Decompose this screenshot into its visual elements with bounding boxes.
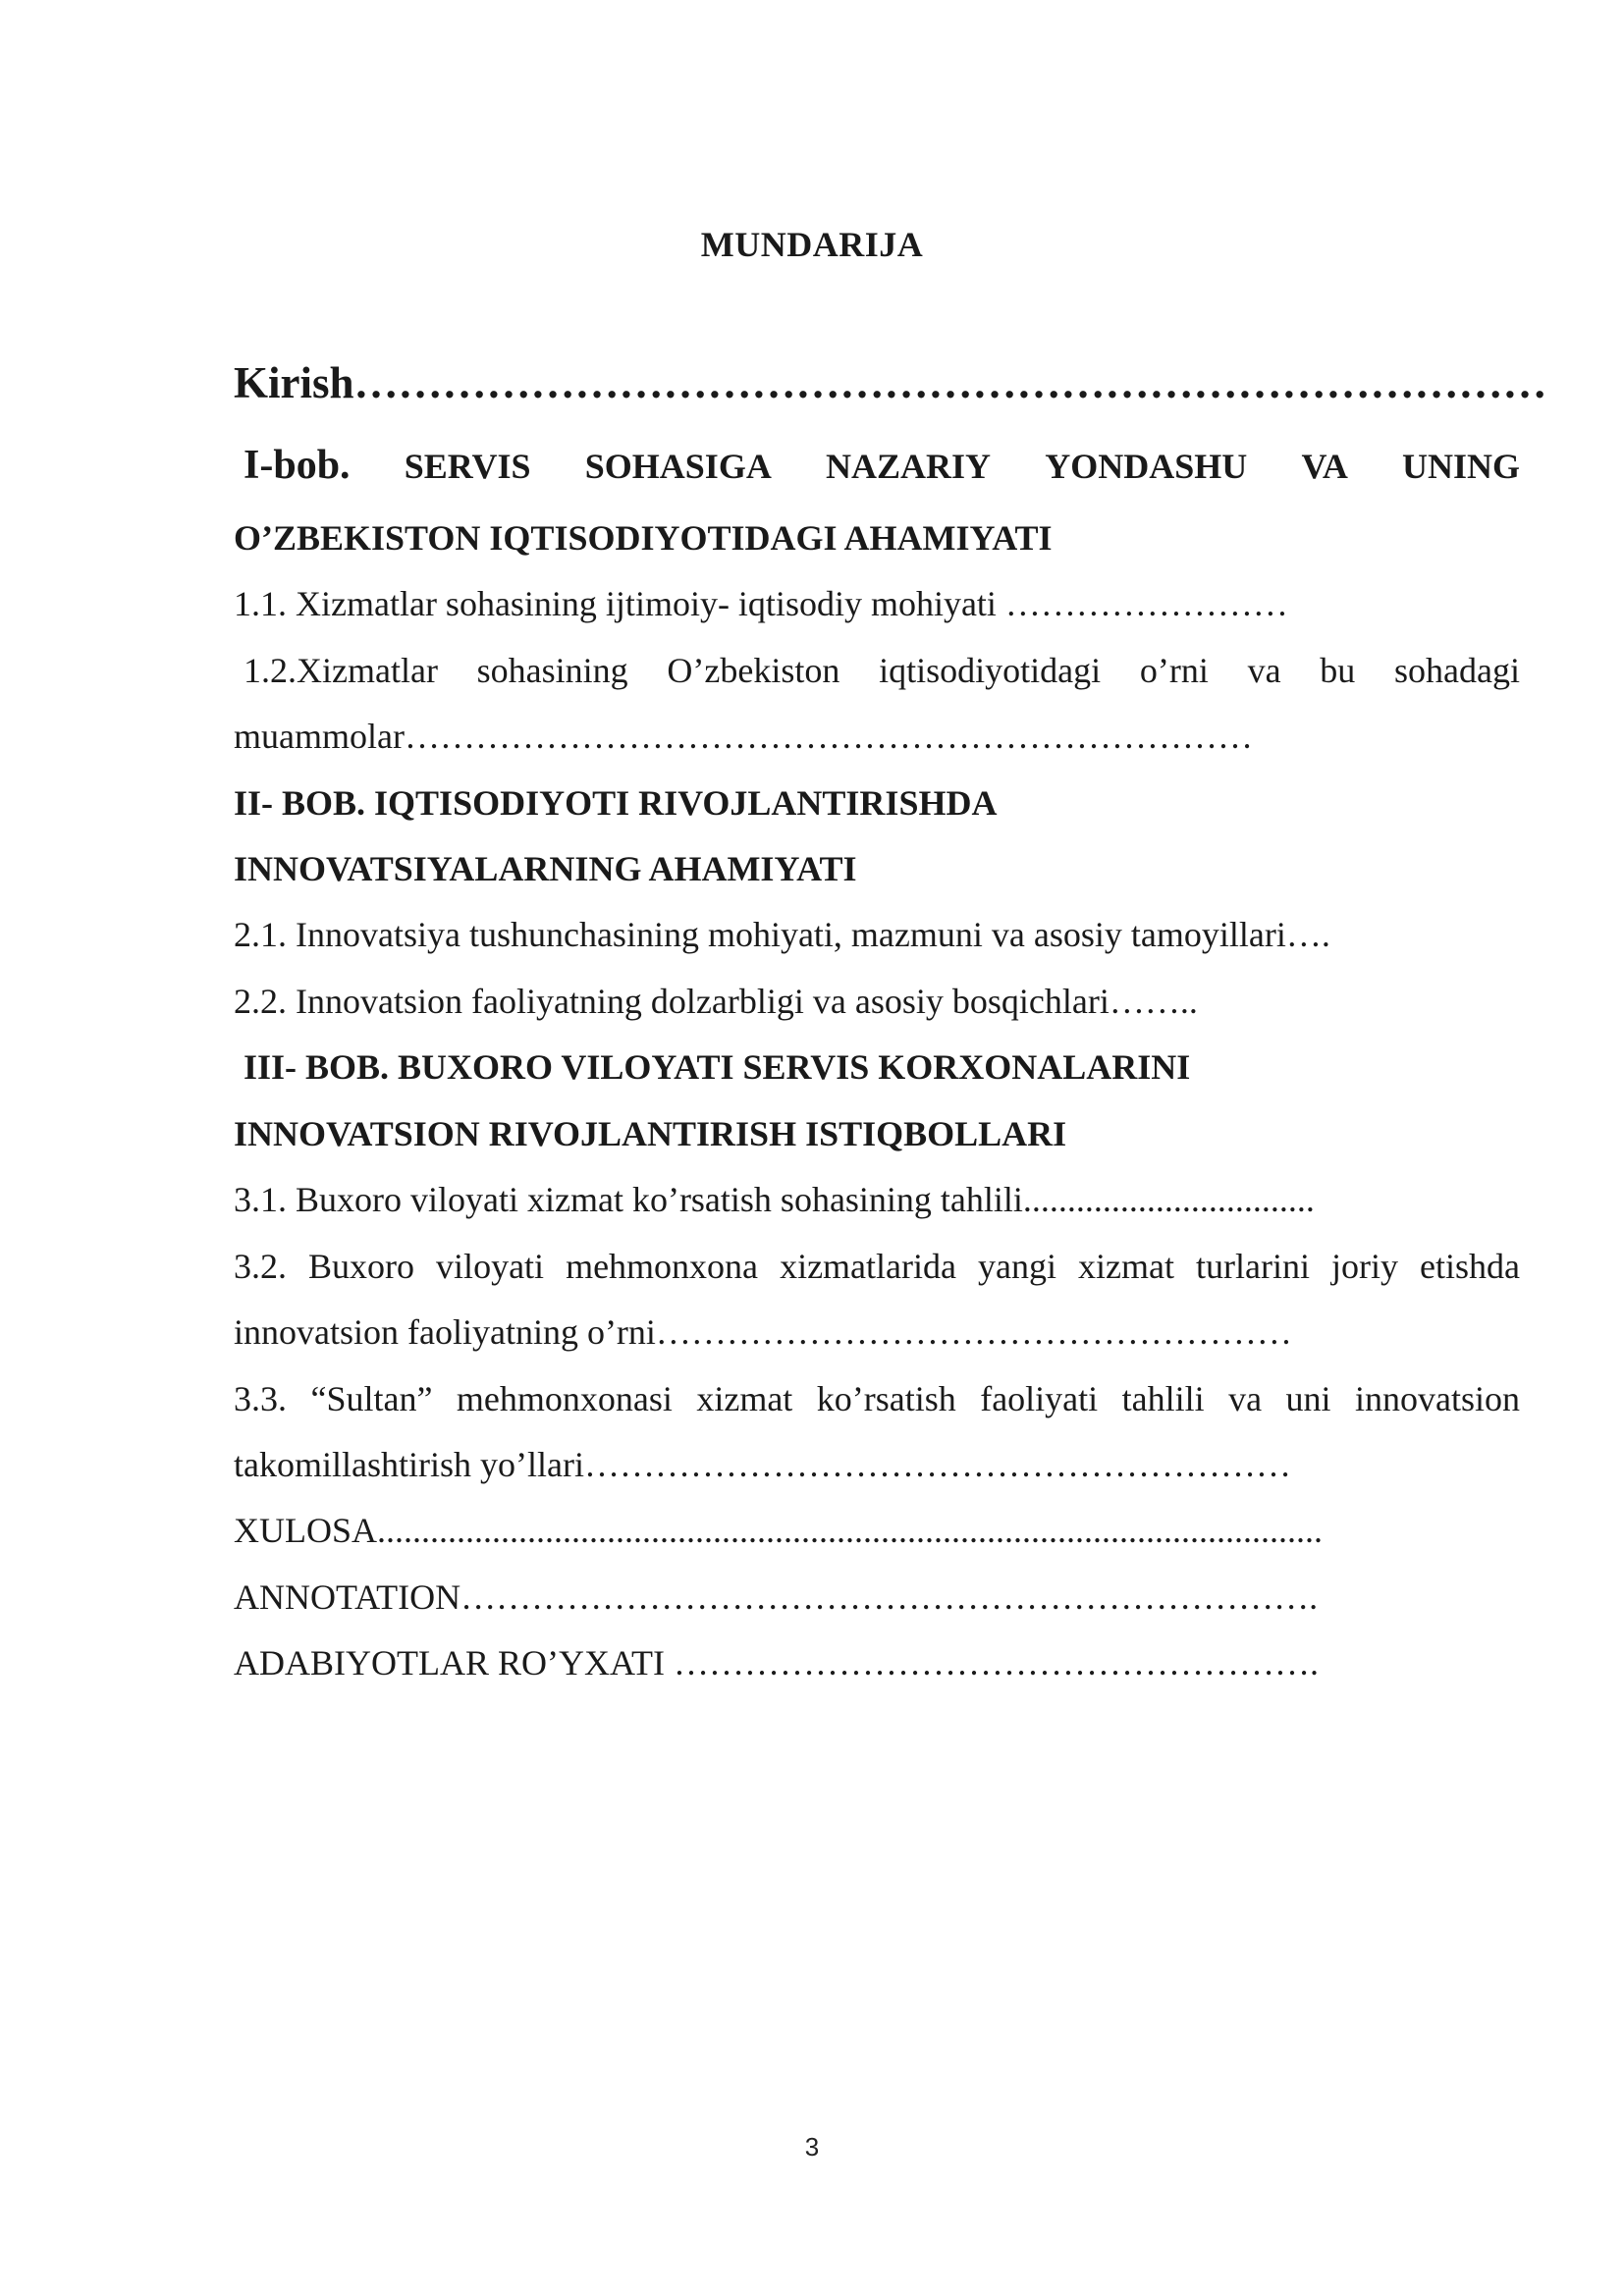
toc-chapter-2-line-2: INNOVATSIYALARNING AHAMIYATI [234, 849, 857, 888]
toc-entry-3-3-line-1: 3.3. “Sultan” mehmonxonasi xizmat ko’rsatish faoliyati tahlili va uni innovatsion [234, 1379, 1520, 1418]
toc-entry-3-2-line-1: 3.2. Buxoro viloyati mehmonxona xizmatlarida yangi xizmat turlarini joriy etishda [234, 1247, 1520, 1286]
toc-entry-3-3-line-2: takomillashtirish yo’llari…………………………………………………… [234, 1445, 1291, 1484]
toc-chapter-1-line-1 [244, 444, 1520, 488]
chapter-1-word: UNING [1402, 447, 1521, 486]
toc-entry-1-2-line-1: 1.2.Xizmatlar sohasining O’zbekiston iqtisodiyotidagi o’rni va bu sohadagi [244, 651, 1520, 690]
page-title: MUNDARIJA [700, 225, 924, 264]
chapter-1-word: SERVIS [404, 447, 531, 486]
toc-entry-1-2-line-2: muammolar……………………………………………………………… [234, 717, 1253, 756]
toc-entry-3-1: 3.1. Buxoro viloyati xizmat ko’rsatish sohasining tahlili................................. [234, 1180, 1315, 1219]
toc-entry-annotation: ANNOTATION………………………………………………………………. [234, 1577, 1319, 1617]
toc-entry-kirish: Kirish……………………………………………………………………… [234, 358, 1547, 407]
chapter-1-word: NAZARIY [826, 447, 992, 486]
toc-chapter-1-line-2: O’ZBEKISTON IQTISODIYOTIDAGI AHAMIYATI [234, 518, 1053, 558]
chapter-1-label: I-bob. [244, 443, 351, 488]
toc-entry-3-2-line-2: innovatsion faoliyatning o’rni……………………………………………… [234, 1312, 1292, 1352]
toc-entry-2-2: 2.2. Innovatsion faoliyatning dolzarbligi va asosiy bosqichlari…….. [234, 982, 1198, 1021]
toc-entry-adabiyotlar: ADABIYOTLAR RO’YXATI ………………………………………………. [234, 1643, 1319, 1682]
chapter-1-word: VA [1301, 447, 1348, 486]
toc-entry-1-1: 1.1. Xizmatlar sohasining ijtimoiy- iqtisodiy mohiyati …………………… [234, 584, 1288, 623]
toc-chapter-3-line-1: III- BOB. BUXORO VILOYATI SERVIS KORXONALARINI [244, 1047, 1191, 1087]
page-number: 3 [804, 2132, 820, 2162]
toc-chapter-3-line-2: INNOVATSION RIVOJLANTIRISH ISTIQBOLLARI [234, 1114, 1067, 1153]
chapter-1-word: SOHASIGA [584, 447, 772, 486]
toc-entry-xulosa: XULOSA........................................................................................................... [234, 1511, 1324, 1550]
toc-entry-2-1: 2.1. Innovatsiya tushunchasining mohiyati, mazmuni va asosiy tamoyillari…. [234, 915, 1330, 954]
chapter-1-word: YONDASHU [1045, 447, 1248, 486]
toc-chapter-2-line-1: II- BOB. IQTISODIYOTI RIVOJLANTIRISHDA [234, 783, 998, 823]
